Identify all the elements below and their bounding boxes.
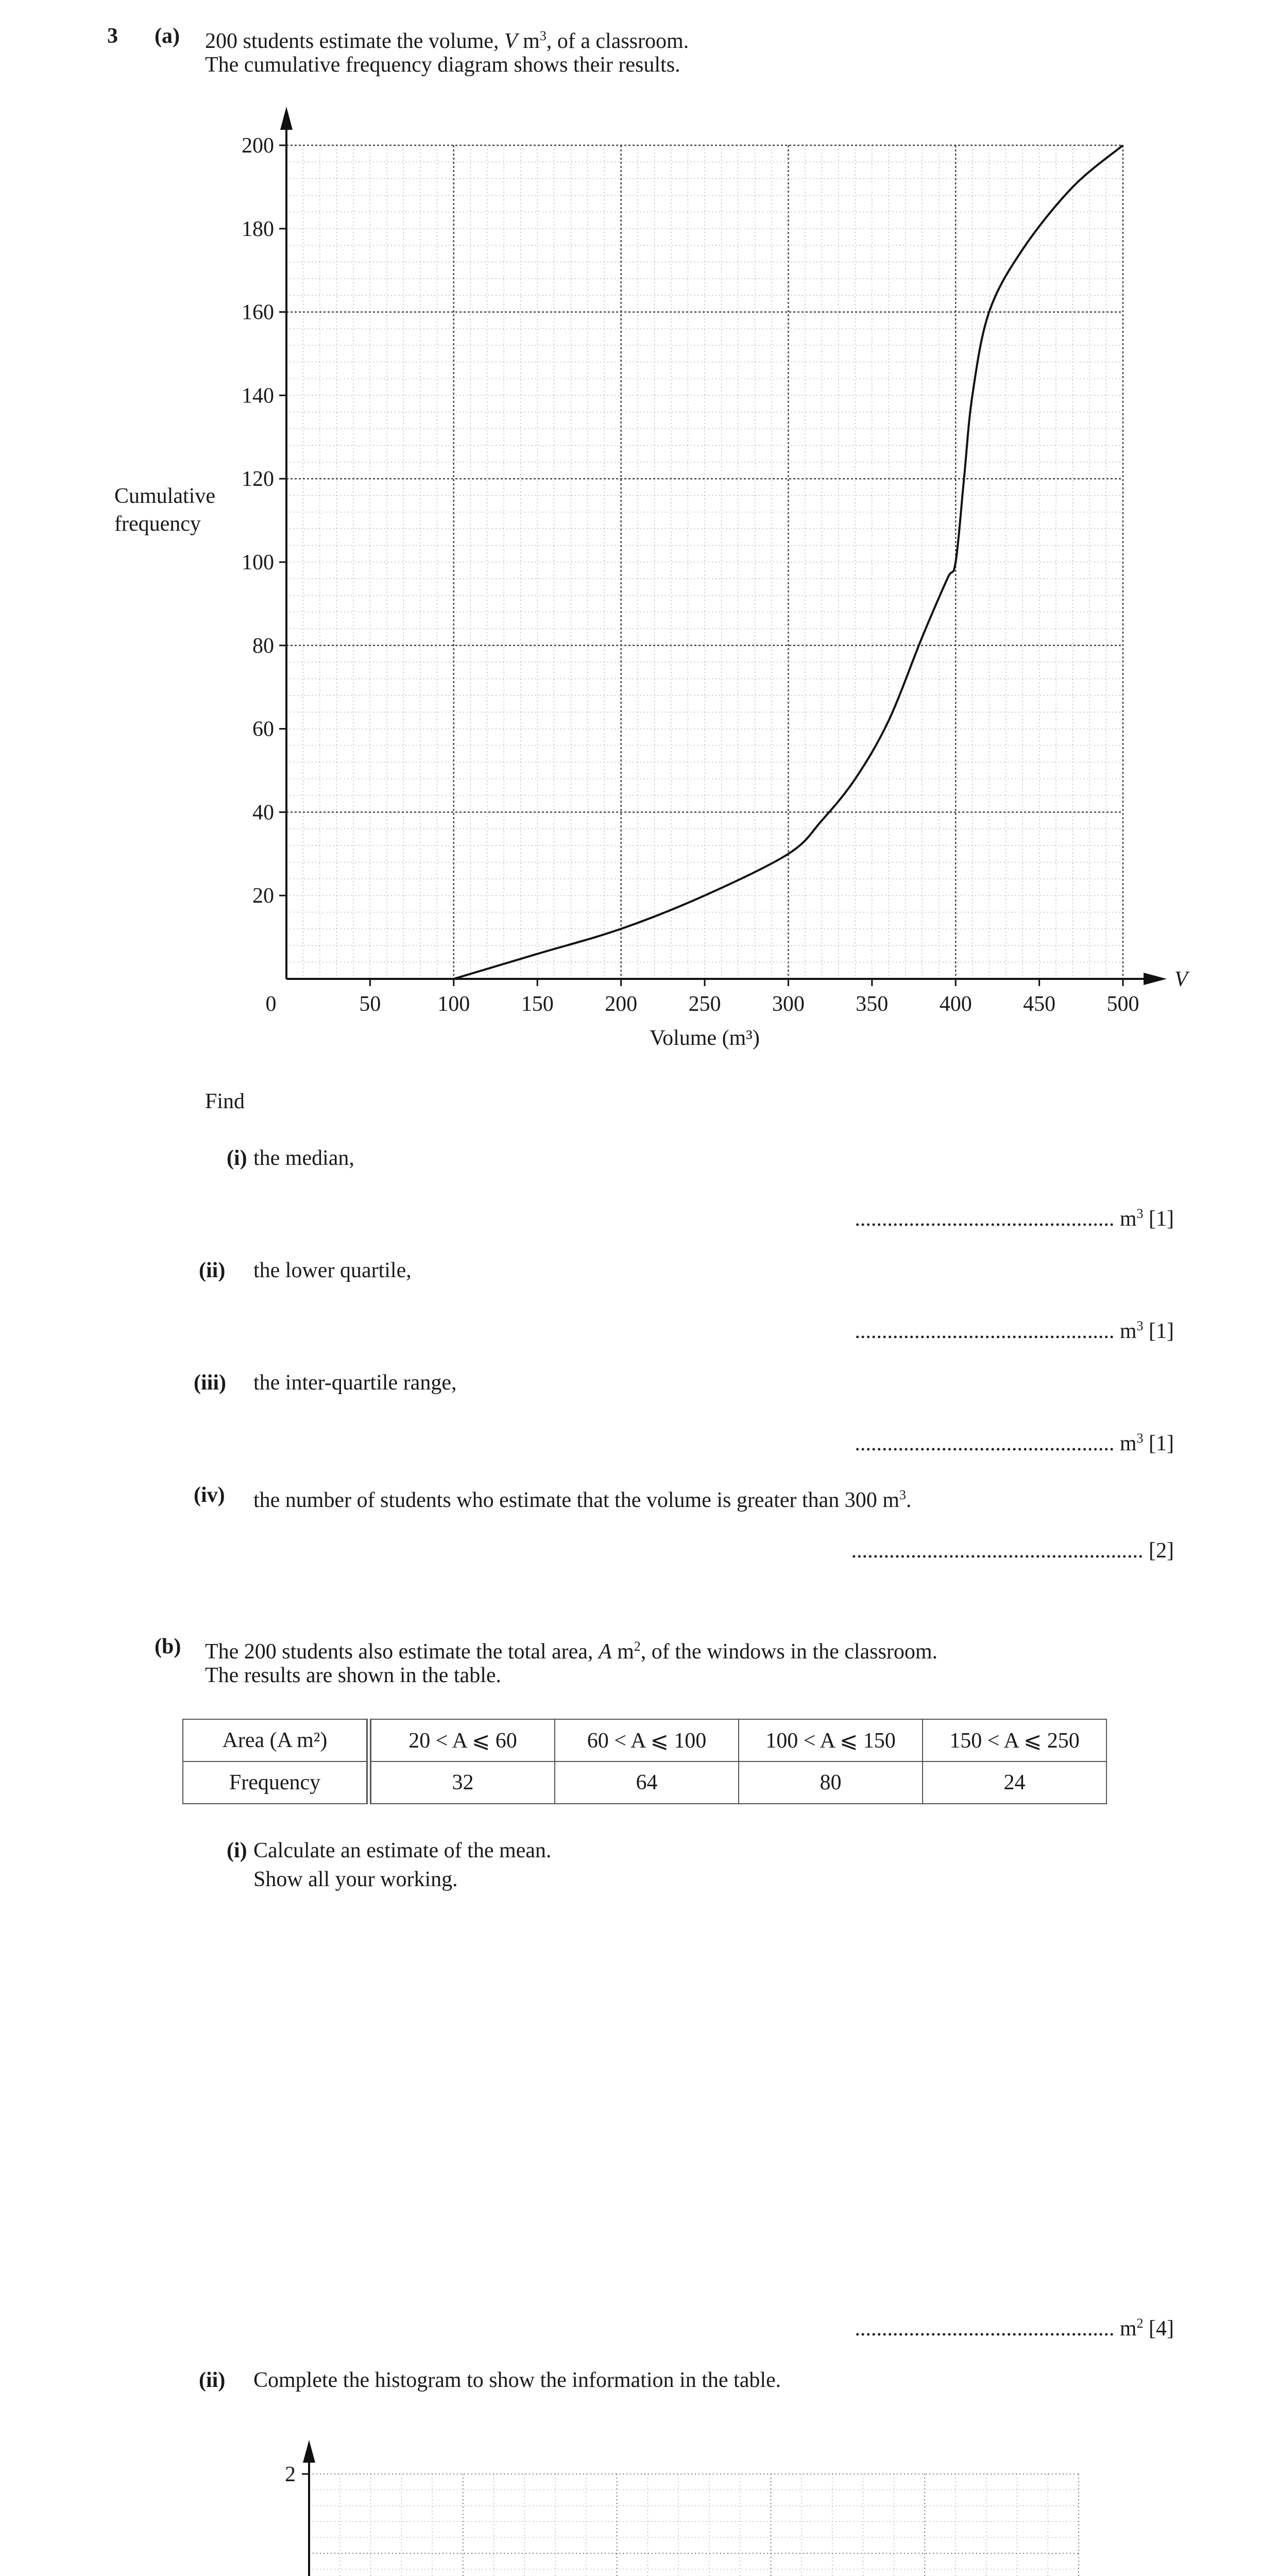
histogram-chart[interactable] (0, 2421, 1278, 2576)
table-frequency: 24 (923, 1761, 1106, 1804)
a-iv-label: (iv) (194, 1483, 225, 1507)
table-interval: 150 < A ⩽ 250 (923, 1719, 1106, 1761)
a-i-text: the median, (253, 1146, 354, 1170)
cf-y-axis-label-line1: Cumulative (114, 484, 215, 508)
cf-axes (280, 107, 1167, 985)
table-header-area: Area (A m²) (183, 1719, 369, 1761)
cf-x-tick-label: 500 (1106, 992, 1139, 1016)
part-b-intro-line2: The results are shown in the table. (205, 1664, 501, 1687)
a-i-answer-line[interactable]: ................................................ $m^3$ [1] (855, 1206, 1174, 1231)
table-header-frequency: Frequency (183, 1761, 369, 1804)
table-frequency: 80 (739, 1761, 923, 1804)
part-a-label: (a) (155, 24, 180, 48)
cf-x-tick-label: 350 (856, 992, 889, 1016)
b-i-line2: Show all your working. (253, 1868, 458, 1891)
part-a-intro-line2: The cumulative frequency diagram shows their results. (205, 53, 680, 77)
cf-y-tick-label: 80 (252, 634, 274, 658)
cf-x-axis-arrow (1144, 973, 1167, 985)
part-b-label: (b) (155, 1635, 181, 1658)
cf-x-tick-label: 300 (772, 992, 805, 1016)
a-iv-text: the number of students who estimate that the volume is greater than 300 $m^3$. (253, 1487, 912, 1512)
a-iv-answer-line[interactable]: ...................................................... [2] (851, 1539, 1174, 1563)
a-ii-label: (ii) (199, 1259, 226, 1282)
cf-x-tick-label: 100 (437, 992, 470, 1016)
area-frequency-table (182, 1719, 1107, 1804)
b-ii-text: Complete the histogram to show the information in the table. (253, 2368, 781, 2392)
a-iii-answer-line[interactable]: ................................................ $m^3$ [1] (855, 1431, 1174, 1455)
cf-y-tick-label: 20 (252, 884, 274, 908)
cf-y-axis-label-line2: frequency (114, 512, 201, 536)
table-frequency: 64 (555, 1761, 739, 1804)
cf-grid (286, 145, 1123, 979)
cumulative-frequency-chart (0, 0, 1278, 1082)
histogram-axes (303, 2440, 1122, 2576)
cf-y-tick-label: 60 (252, 717, 274, 741)
table-interval: 20 < A ⩽ 60 (369, 1719, 555, 1761)
histogram-grid (309, 2474, 1079, 2576)
cf-y-tick-label: 120 (242, 467, 274, 492)
histogram-y-axis-arrow (303, 2440, 315, 2463)
cf-tick-labels (242, 134, 1139, 1016)
histogram-y-tick-label: 2 (285, 2463, 296, 2486)
a-iii-label: (iii) (194, 1371, 226, 1395)
a-ii-answer-line[interactable]: ................................................ $m^3$ [1] (855, 1318, 1174, 1343)
cf-x-tick-label: 150 (521, 992, 554, 1016)
cf-y-tick-label: 200 (242, 134, 274, 158)
cf-x-tick-label: 400 (939, 992, 972, 1016)
table-frequency: 32 (369, 1761, 555, 1804)
b-i-working-space[interactable] (206, 1906, 1185, 2298)
find-label: Find (205, 1090, 245, 1113)
question-number: 3 (107, 24, 118, 48)
cf-x-axis-label: Volume (m³) (650, 1026, 760, 1050)
cf-x-tick-label: 450 (1023, 992, 1056, 1016)
cf-x-tick-label: 250 (688, 992, 721, 1016)
a-i-label: (i) (227, 1146, 247, 1170)
cf-x-tick-label: 0 (265, 992, 277, 1016)
a-iii-text: the inter-quartile range, (253, 1371, 457, 1395)
part-a-intro: 200 students estimate the volume, V $m^3$, of a classroom. (205, 28, 689, 53)
histogram-tick-labels (285, 2463, 1095, 2576)
cf-y-axis-arrow (280, 107, 293, 130)
b-i-line1: Calculate an estimate of the mean. (253, 1839, 552, 1862)
b-ii-label: (ii) (199, 2368, 226, 2392)
table-row (183, 1761, 1106, 1804)
table-interval: 100 < A ⩽ 150 (739, 1719, 923, 1761)
part-b-intro: The 200 students also estimate the total area, A $m^2$, of the windows in the classroom. (205, 1639, 938, 1664)
a-ii-text: the lower quartile, (253, 1259, 412, 1282)
cf-y-tick-label: 40 (252, 801, 274, 825)
cf-y-tick-label: 140 (242, 384, 274, 408)
cf-y-tick-label: 160 (242, 300, 274, 325)
cf-y-tick-label: 100 (242, 551, 274, 574)
cf-x-axis-variable: V (1174, 968, 1188, 991)
table-row (183, 1719, 1106, 1761)
b-i-label: (i) (227, 1839, 247, 1862)
cf-y-tick-label: 180 (242, 217, 274, 241)
cf-x-tick-label: 50 (359, 992, 381, 1016)
cf-x-tick-label: 200 (605, 992, 638, 1016)
table-interval: 60 < A ⩽ 100 (555, 1719, 739, 1761)
b-i-answer-line[interactable]: ................................................ $m^2$ [4] (855, 2316, 1174, 2341)
